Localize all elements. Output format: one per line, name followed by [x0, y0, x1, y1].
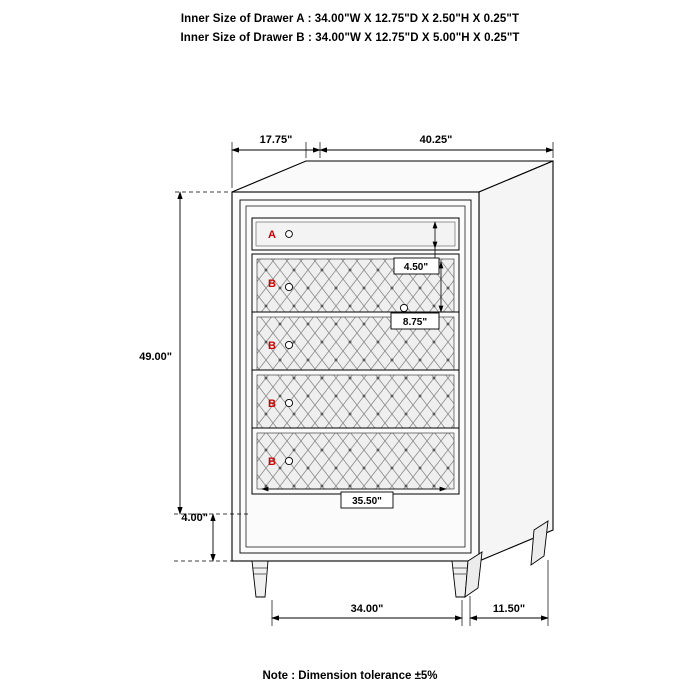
dim-bottom-depth: [470, 603, 548, 618]
drawer-b-spec: Inner Size of Drawer B : 34.00"W X 12.75"D X 5.00"H X 0.25"T: [180, 32, 520, 44]
drawer-b1-label: B: [268, 278, 276, 290]
dim-top-right-text: 40.25": [419, 134, 453, 146]
drawer-a: [252, 218, 459, 250]
dim-bottom-width-text: 34.00": [350, 603, 384, 615]
dim-total-height: [139, 192, 180, 514]
dim-drawer-b-height-text: 8.75": [402, 317, 428, 328]
dim-drawer-a-height-text: 4.50": [403, 262, 429, 273]
dim-top-right: [320, 134, 553, 150]
drawer-b-3: [252, 370, 459, 436]
drawer-b-4: [252, 428, 459, 494]
dim-top-left: [232, 134, 320, 150]
dim-leg-height: [181, 512, 213, 561]
drawer-b2-label: B: [268, 340, 276, 352]
dim-total-height-text: 49.00": [139, 351, 172, 363]
dim-drawer-width-text: 35.50": [352, 496, 382, 507]
drawer-a-spec: Inner Size of Drawer A : 34.00"W X 12.75"D X 2.50"H X 0.25"T: [180, 13, 520, 25]
drawer-b3-label: B: [268, 398, 276, 410]
drawer-a-label: A: [268, 229, 276, 241]
footer-note: Note : Dimension tolerance ±5%: [262, 670, 438, 682]
cabinet-side-panel: [479, 161, 553, 561]
dim-bottom-depth-text: 11.50": [492, 603, 526, 615]
dim-leg-height-text: 4.00": [181, 512, 208, 524]
drawer-b4-label: B: [268, 456, 276, 468]
bottom-extension-lines: [272, 560, 548, 626]
dim-bottom-width: [272, 603, 462, 618]
dim-top-left-text: 17.75": [259, 134, 293, 146]
